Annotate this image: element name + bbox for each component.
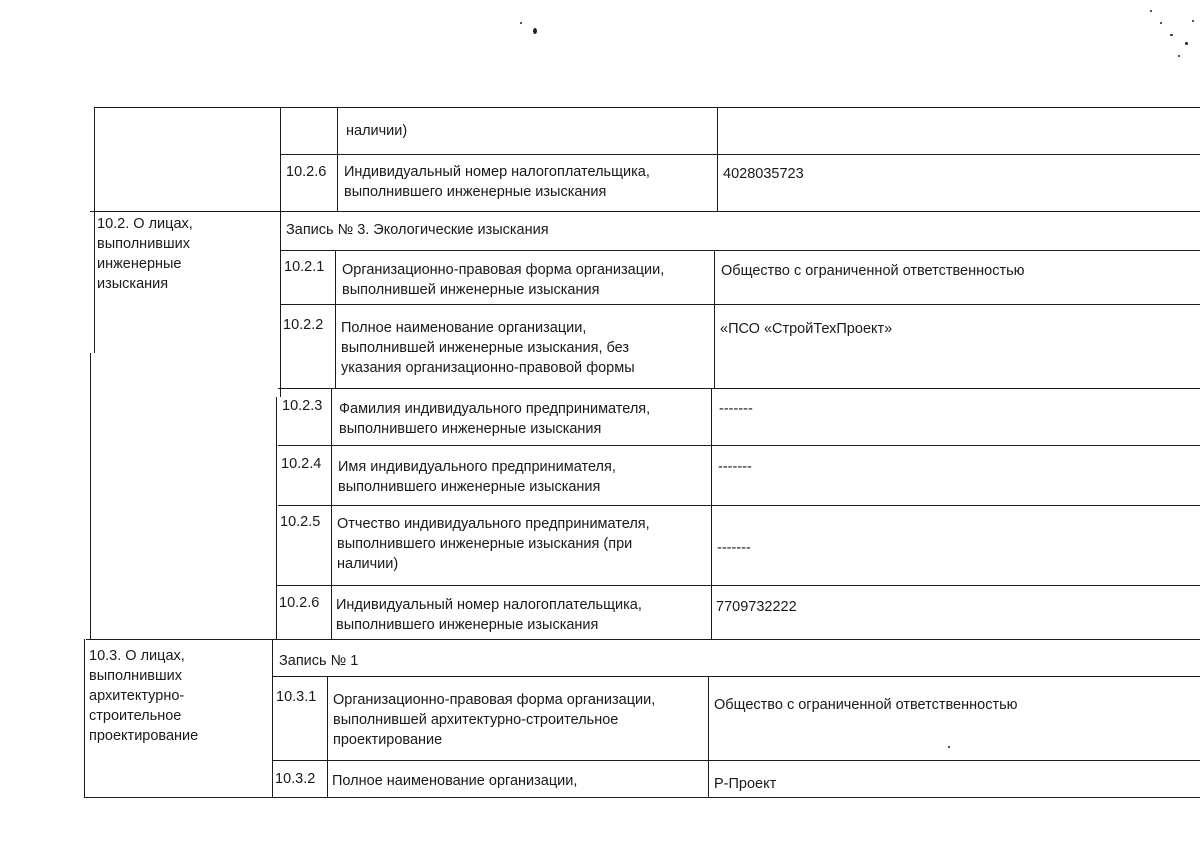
table-rule: [272, 760, 1200, 761]
table-rule: [708, 676, 709, 797]
row-code: 10.2.3: [282, 398, 323, 414]
row-code: 10.3.2: [275, 771, 316, 787]
table-rule: [272, 639, 273, 797]
row-description: Организационно-правовая форма организации, выполнившей архитектурно-строительное проектирование: [333, 692, 656, 748]
row-value: -------: [719, 401, 753, 417]
row-description: Полное наименование организации,: [332, 773, 578, 789]
row-description: Имя индивидуального предпринимателя, выполнившего инженерные изыскания: [338, 459, 616, 495]
table-rule: [84, 797, 1200, 798]
table-rule: [84, 639, 85, 797]
table-rule: [90, 353, 91, 639]
table-rule: [331, 388, 332, 639]
table-rule: [717, 107, 718, 211]
row-code: 10.2.1: [284, 259, 325, 275]
row-value: 7709732222: [716, 599, 797, 615]
row-description: Индивидуальный номер налогоплательщика, выполнившего инженерные изыскания: [344, 164, 650, 200]
row-value: «ПСО «СтройТехПроект»: [720, 321, 893, 337]
table-rule: [86, 639, 1200, 640]
table-rule: [94, 107, 95, 353]
row-value: Общество с ограниченной ответственностью: [721, 263, 1025, 279]
row-description: Организационно-правовая форма организации, выполнившей инженерные изыскания: [342, 262, 665, 298]
table-rule: [337, 107, 338, 211]
row-code: 10.2.2: [283, 317, 324, 333]
row-value: 4028035723: [723, 166, 804, 182]
row-code: 10.2.4: [281, 456, 322, 472]
table-rule: [272, 676, 1200, 677]
row-value: -------: [718, 459, 752, 475]
table-rule: [90, 211, 1200, 212]
table-rule: [280, 107, 281, 397]
row-description: наличии): [346, 123, 408, 139]
row-description: Фамилия индивидуального предпринимателя, выполнившего инженерные изыскания: [339, 401, 651, 437]
table-rule: [280, 154, 1200, 155]
row-value: Р-Проект: [714, 776, 777, 792]
table-rule: [335, 250, 336, 388]
table-rule: [278, 388, 1200, 389]
row-value: -------: [717, 540, 751, 556]
row-code: 10.3.1: [276, 689, 317, 705]
row-description: Полное наименование организации, выполнившей инженерные изыскания, без указания организационно-правовой формы: [341, 320, 635, 376]
row-description: Индивидуальный номер налогоплательщика, выполнившего инженерные изыскания: [336, 597, 642, 633]
table-rule: [280, 304, 1200, 305]
table-rule: [711, 388, 712, 639]
table-rule: [276, 397, 277, 639]
row-description: Отчество индивидуального предпринимателя, выполнившего инженерные изыскания (при наличии): [337, 516, 650, 572]
table-rule: [327, 676, 328, 797]
row-code: 10.2.6: [279, 595, 320, 611]
record-header: Запись № 1: [279, 653, 359, 669]
table-rule: [276, 585, 1200, 586]
record-header: Запись № 3. Экологические изыскания: [286, 222, 549, 238]
row-value: Общество с ограниченной ответственностью: [714, 697, 1018, 713]
section-label: 10.2. О лицах, выполнивших инженерные изыскания: [97, 216, 193, 292]
table-rule: [278, 445, 1200, 446]
table-rule: [280, 250, 1200, 251]
table-rule: [278, 505, 1200, 506]
table-rule: [95, 107, 1200, 108]
row-code: 10.2.6: [286, 164, 327, 180]
table-rule: [714, 250, 715, 388]
row-code: 10.2.5: [280, 514, 321, 530]
section-label: 10.3. О лицах, выполнивших архитектурно- строительное проектирование: [89, 648, 199, 744]
